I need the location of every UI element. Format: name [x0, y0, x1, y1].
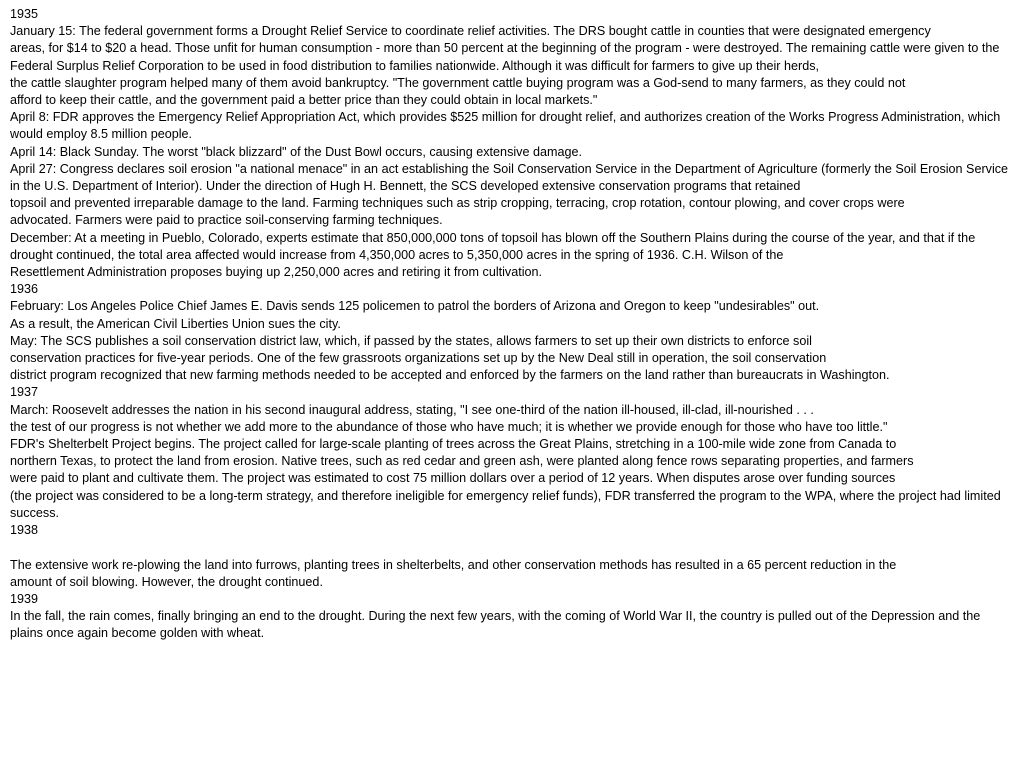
year-heading-1935: 1935 [10, 7, 39, 21]
text-line: February: Los Angeles Police Chief James E. Davis sends 125 policemen to patrol the borders of Arizona and Oregon to keep "undesirables" out. [10, 299, 820, 314]
text-line: amount of soil blowing. However, the drought continued. [10, 574, 323, 589]
year-heading-1936: 1936 [10, 282, 39, 297]
text-line: topsoil and prevented irreparable damage to the land. Farming techniques such as strip cropping, terracing, crop rotation, contour plowing, and cover crops were [10, 196, 905, 211]
text-line: areas, for $14 to $20 a head. Those unfit for human consumption - more than 50 percent at the beginning of the program - were destroyed. The remaining cattle were given to the Federal Surplus Relief Corporation to be used in food distribution to families nationwide. Although it was difficult for farmers to give up their herds, [10, 41, 1000, 73]
text-line: January 15: The federal government forms a Drought Relief Service to coordinate relief activities. The DRS bought cattle in counties that were designated emergency [10, 24, 931, 39]
text-line: In the fall, the rain comes, finally bringing an end to the drought. During the next few years, with the coming of World War II, the country is pulled out of the Depression and the plains once again become golden with wheat. [10, 609, 981, 641]
text-line: April 14: Black Sunday. The worst "black blizzard" of the Dust Bowl occurs, causing extensive damage. [10, 144, 582, 159]
text-line: As a result, the American Civil Liberties Union sues the city. [10, 316, 341, 331]
text-line: the cattle slaughter program helped many of them avoid bankruptcy. "The government cattle buying program was a God-send to many farmers, as they could not [10, 75, 906, 90]
text-line: FDR's Shelterbelt Project begins. The project called for large-scale planting of trees across the Great Plains, stretching in a 100-mile wide zone from Canada to [10, 437, 897, 452]
text-line: Resettlement Administration proposes buying up 2,250,000 acres and retiring it from cultivation. [10, 265, 543, 280]
text-line: May: The SCS publishes a soil conservation district law, which, if passed by the states, allows farmers to set up their own districts to enforce soil [10, 333, 812, 348]
year-heading-1938: 1938 [10, 523, 39, 538]
text-line: March: Roosevelt addresses the nation in his second inaugural address, stating, "I see one-third of the nation ill-housed, ill-clad, ill-nourished . . . [10, 402, 814, 417]
text-line: April 8: FDR approves the Emergency Relief Appropriation Act, which provides $525 million for drought relief, and authorizes creation of the Works Progress Administration, which would employ 8.5 million people. [10, 110, 1001, 142]
text-line: northern Texas, to protect the land from erosion. Native trees, such as red cedar and green ash, were planted along fence rows separating properties, and farmers [10, 454, 914, 469]
year-heading-1939: 1939 [10, 591, 39, 606]
text-line: conservation practices for five-year periods. One of the few grassroots organizations set up by the New Deal still in operation, the soil conservation [10, 351, 827, 366]
year-heading-1937: 1937 [10, 385, 39, 400]
text-line: district program recognized that new farming methods needed to be accepted and enforced by the farmers on the land rather than bureaucrats in Washington. [10, 368, 890, 383]
text-line: (the project was considered to be a long-term strategy, and therefore ineligible for emergency relief funds), FDR transferred the program to the WPA, where the project had limited success. [10, 488, 1001, 520]
text-line: afford to keep their cattle, and the government paid a better price than they could obtain in local markets." [10, 93, 598, 108]
text-line: April 27: Congress declares soil erosion "a national menace" in an act establishing the Soil Conservation Service in the Department of Agriculture (formerly the Soil Erosion Service in the U.S. Department of Interior). Under the direction of Hugh H. Bennett, the SCS developed extensive conservation programs that retained [10, 161, 1009, 194]
text-line: advocated. Farmers were paid to practice soil-conserving farming techniques. [10, 213, 443, 228]
text-line: The extensive work re-plowing the land into furrows, planting trees in shelterbelts, and other conservation methods has resulted in a 65 percent reduction in the [10, 557, 897, 572]
text-line: the test of our progress is not whether we add more to the abundance of those who have much; it is whether we provide enough for those who have too little." [10, 419, 888, 434]
text-line: December: At a meeting in Pueblo, Colorado, experts estimate that 850,000,000 tons of topsoil has blown off the Southern Plains during the course of the year, and that if the drought continued, the total area affected would increase from 4,350,000 acres to 5,350,000 acres in the spring of 1936. C.H. Wilson of the [10, 230, 976, 262]
document-text [10, 6, 1014, 643]
text-line: were paid to plant and cultivate them. The project was estimated to cost 75 million dollars over a period of 12 years. When disputes arose over funding sources [10, 471, 896, 486]
